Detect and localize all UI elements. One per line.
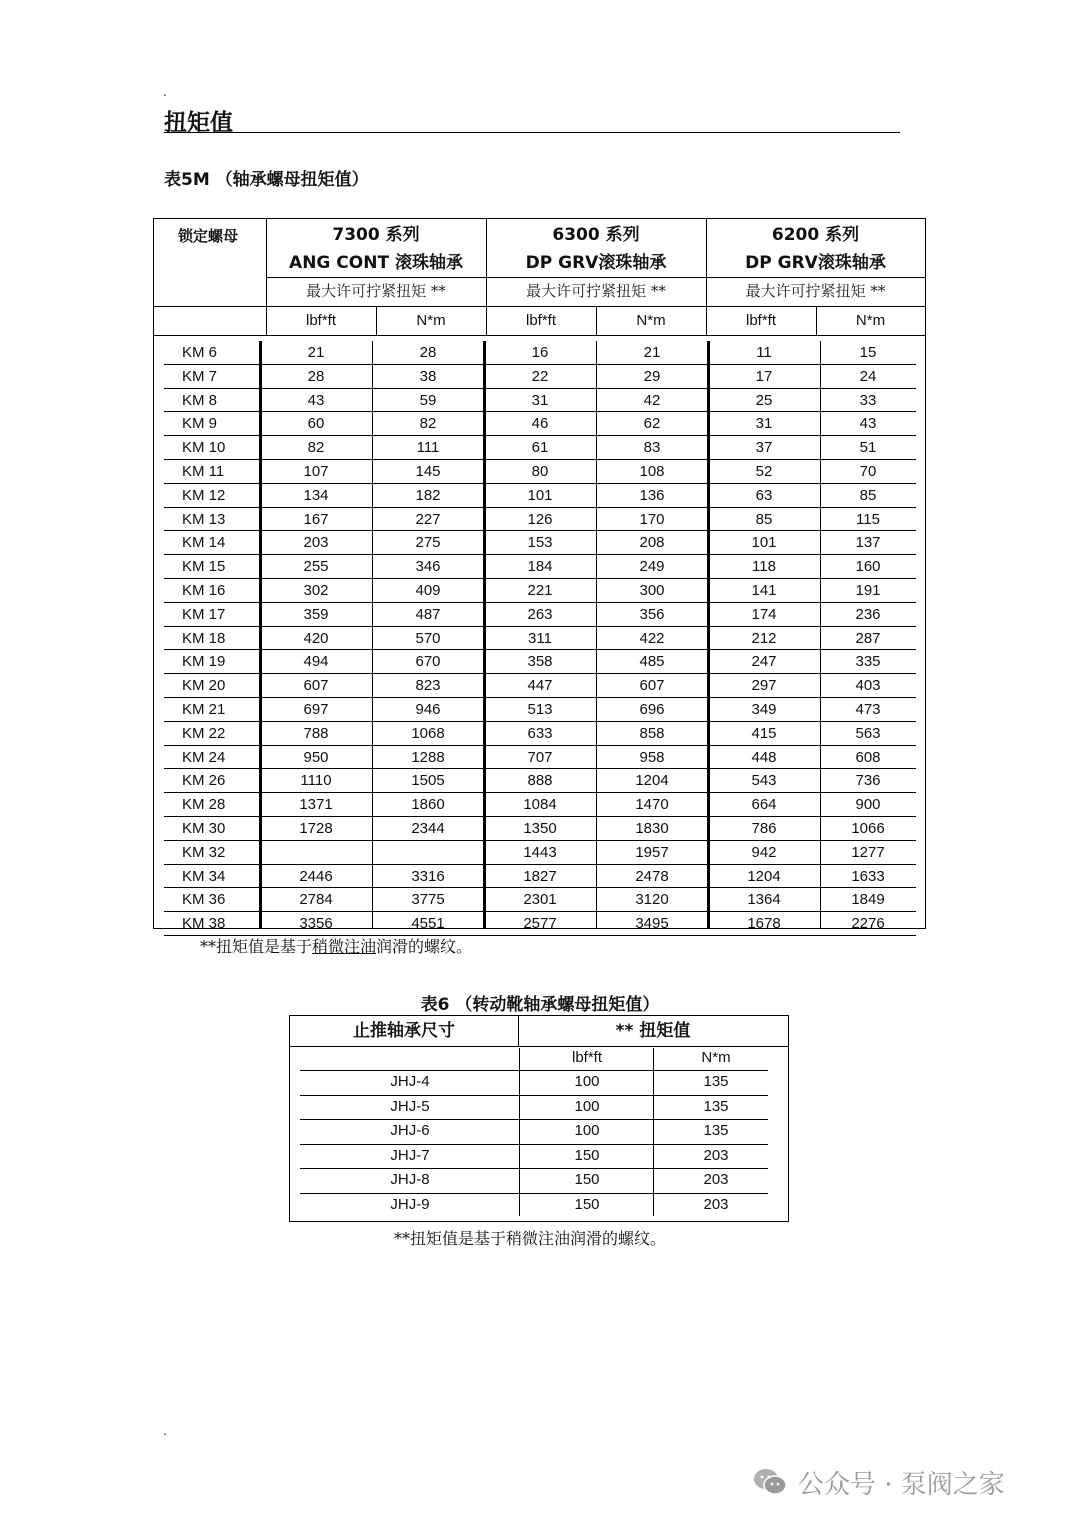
torque-value-cell: 135 bbox=[703, 1122, 729, 1139]
nut-size-cell: KM 7 bbox=[182, 367, 218, 385]
table-row bbox=[164, 389, 916, 413]
torque-value-cell: 447 bbox=[527, 677, 553, 695]
torque-value-cell: 70 bbox=[859, 463, 877, 480]
bearing-size-cell: JHJ-9 bbox=[390, 1195, 430, 1213]
torque-value-cell: 111 bbox=[416, 439, 440, 457]
torque-value-cell: 1110 bbox=[300, 772, 332, 790]
torque-value-cell: 359 bbox=[303, 605, 329, 623]
torque-value-cell: 1204 bbox=[747, 867, 781, 885]
torque-value-cell: 208 bbox=[639, 534, 665, 552]
nut-size-cell: KM 28 bbox=[182, 796, 226, 814]
torque-value-cell: 311 bbox=[528, 629, 552, 647]
note-underlined: 稍微注油 bbox=[312, 937, 377, 956]
torque-value-cell: 409 bbox=[415, 582, 441, 599]
unit-label: lbf*ft bbox=[525, 312, 556, 329]
torque-value-cell: 786 bbox=[751, 820, 777, 837]
torque-value-cell: 167 bbox=[303, 510, 329, 528]
torque-value-cell: 563 bbox=[855, 724, 881, 742]
torque-value-cell: 950 bbox=[303, 748, 329, 766]
torque-value-cell: 101 bbox=[751, 534, 777, 552]
torque-value-cell: 83 bbox=[643, 439, 661, 457]
torque-value-cell: 150 bbox=[574, 1146, 600, 1164]
torque-value-cell: 448 bbox=[751, 748, 777, 766]
torque-value-cell: 900 bbox=[855, 796, 881, 814]
torque-value-cell: 3495 bbox=[635, 915, 669, 933]
nut-size-cell: KM 26 bbox=[182, 772, 226, 790]
table-row bbox=[164, 341, 916, 365]
table-row bbox=[164, 674, 916, 698]
torque-value-cell: 633 bbox=[527, 724, 553, 742]
torque-value-cell: 31 bbox=[531, 391, 549, 409]
nut-size-cell: KM 17 bbox=[182, 605, 226, 623]
table-row bbox=[164, 627, 916, 651]
table-row bbox=[164, 436, 916, 460]
table-row bbox=[164, 531, 916, 555]
torque-value-cell: 212 bbox=[751, 629, 777, 647]
table-row bbox=[300, 1119, 778, 1144]
torque-value-cell: 1849 bbox=[851, 891, 885, 909]
unit-label: N*m bbox=[636, 312, 666, 329]
torque-value-cell: 150 bbox=[574, 1171, 600, 1188]
table-row bbox=[164, 555, 916, 579]
table6-footnote: **扭矩值是基于稍微注油润滑的螺纹。 bbox=[393, 1229, 666, 1248]
header-divider bbox=[154, 335, 925, 336]
torque-value-cell: 150 bbox=[574, 1195, 600, 1213]
torque-value-cell: 100 bbox=[574, 1073, 600, 1090]
torque-value-cell: 1066 bbox=[851, 820, 885, 837]
nut-size-cell: KM 8 bbox=[182, 391, 218, 409]
nut-size-cell: KM 16 bbox=[182, 582, 226, 599]
torque-value-cell: 403 bbox=[855, 677, 881, 695]
torque-value-cell: 1068 bbox=[411, 724, 445, 742]
table-row bbox=[164, 579, 916, 603]
torque-value-cell bbox=[372, 841, 484, 865]
torque-value-cell: 135 bbox=[703, 1073, 729, 1090]
torque-value-cell: 346 bbox=[415, 558, 441, 576]
torque-value-cell: 59 bbox=[419, 391, 437, 409]
torque-value-cell: 356 bbox=[639, 605, 665, 623]
table-row bbox=[164, 865, 916, 889]
torque-value-cell: 1678 bbox=[747, 915, 781, 933]
table5-caption: 表5M （轴承螺母扭矩值） bbox=[164, 170, 369, 190]
bearing-size-cell: JHJ-7 bbox=[390, 1146, 430, 1164]
torque-value-cell: 1827 bbox=[523, 867, 557, 885]
watermark bbox=[752, 1462, 1005, 1502]
torque-value-cell: 1957 bbox=[635, 843, 669, 861]
page-marker-top: . bbox=[163, 83, 167, 99]
torque-value-cell: 249 bbox=[639, 558, 665, 576]
torque-value-cell: 22 bbox=[531, 367, 549, 385]
table-row bbox=[164, 603, 916, 627]
torque-value-cell: 1364 bbox=[747, 891, 781, 909]
torque-value-cell: 664 bbox=[751, 796, 777, 814]
torque-value-cell: 43 bbox=[859, 415, 877, 433]
torque-value-cell: 473 bbox=[855, 701, 881, 718]
torque-value-cell: 182 bbox=[415, 486, 441, 504]
torque-value-cell: 2301 bbox=[523, 891, 557, 909]
torque-value-cell: 31 bbox=[755, 415, 773, 433]
table-row bbox=[164, 508, 916, 532]
nut-size-cell: KM 10 bbox=[182, 439, 226, 457]
torque-value-cell: 697 bbox=[303, 701, 329, 718]
torque-value-cell: 33 bbox=[859, 391, 877, 409]
torque-value-cell: 203 bbox=[703, 1146, 729, 1164]
bearing-size-cell: JHJ-5 bbox=[390, 1097, 430, 1115]
torque-value-cell: 52 bbox=[755, 463, 773, 480]
torque-value-cell: 608 bbox=[855, 748, 881, 766]
nut-size-cell: KM 14 bbox=[182, 534, 226, 552]
torque-value-cell: 170 bbox=[639, 510, 665, 528]
nut-size-cell: KM 30 bbox=[182, 820, 226, 837]
torque-value-cell bbox=[260, 841, 372, 865]
nut-size-cell: KM 15 bbox=[182, 558, 226, 576]
torque-value-cell: 80 bbox=[531, 463, 549, 480]
torque-value-cell: 126 bbox=[527, 510, 553, 528]
torque-value-cell: 487 bbox=[415, 605, 441, 623]
nut-size-cell: KM 20 bbox=[182, 677, 226, 695]
table-row bbox=[164, 746, 916, 770]
nut-size-cell: KM 36 bbox=[182, 891, 226, 909]
torque-value-cell: 858 bbox=[639, 724, 665, 742]
table6 bbox=[289, 1015, 789, 1222]
torque-value-cell: 543 bbox=[751, 772, 777, 790]
torque-value-cell: 2344 bbox=[411, 820, 445, 837]
max-torque-label: 最大许可拧紧扭矩 ** bbox=[526, 282, 666, 300]
torque-value-cell: 736 bbox=[855, 772, 881, 790]
unit-label: lbf*ft bbox=[745, 312, 776, 329]
torque-value-cell: 16 bbox=[531, 344, 549, 361]
table-row bbox=[164, 841, 916, 865]
torque-value-cell: 25 bbox=[755, 391, 773, 409]
nut-size-cell: KM 12 bbox=[182, 486, 226, 504]
unit-label: lbf*ft bbox=[305, 312, 336, 329]
torque-value-cell: 107 bbox=[303, 463, 329, 480]
nut-size-cell: KM 32 bbox=[182, 843, 226, 861]
section-title: 扭矩值 bbox=[164, 110, 233, 136]
torque-value-cell: 3356 bbox=[299, 915, 333, 933]
torque-value-cell: 203 bbox=[303, 534, 329, 552]
table-row bbox=[164, 769, 916, 793]
torque-value-cell: 1505 bbox=[411, 772, 445, 790]
torque-value-cell: 335 bbox=[855, 653, 881, 671]
torque-value-cell: 29 bbox=[643, 367, 661, 385]
torque-value-cell: 2276 bbox=[851, 915, 885, 933]
nut-size-cell: KM 13 bbox=[182, 510, 226, 528]
torque-value-cell: 1277 bbox=[851, 843, 885, 861]
series-type: DP GRV滚珠轴承 bbox=[745, 253, 886, 273]
torque-value-cell: 4551 bbox=[411, 915, 445, 933]
torque-value-cell: 100 bbox=[574, 1122, 600, 1139]
torque-value-cell: 485 bbox=[639, 653, 665, 671]
table5-corner-label: 锁定螺母 bbox=[178, 227, 239, 245]
table-row bbox=[300, 1193, 778, 1218]
table6-header-size: 止推轴承尺寸 bbox=[353, 1021, 455, 1041]
torque-value-cell: 420 bbox=[303, 629, 329, 647]
torque-value-cell: 85 bbox=[755, 510, 773, 528]
torque-value-cell: 513 bbox=[527, 701, 553, 718]
torque-value-cell: 2446 bbox=[299, 867, 333, 885]
torque-value-cell: 141 bbox=[751, 582, 777, 599]
table5-series-header bbox=[266, 219, 486, 277]
torque-value-cell: 707 bbox=[527, 748, 553, 766]
table-row bbox=[300, 1095, 778, 1120]
table-row bbox=[164, 722, 916, 746]
torque-value-cell: 184 bbox=[527, 558, 553, 576]
torque-value-cell: 37 bbox=[755, 439, 773, 457]
torque-value-cell: 942 bbox=[751, 843, 777, 861]
torque-value-cell: 46 bbox=[531, 415, 549, 433]
torque-value-cell: 115 bbox=[856, 510, 880, 528]
torque-value-cell: 38 bbox=[419, 367, 437, 385]
torque-value-cell: 1728 bbox=[299, 820, 333, 837]
table-row bbox=[164, 793, 916, 817]
table-row bbox=[164, 912, 916, 936]
torque-value-cell: 607 bbox=[303, 677, 329, 695]
torque-value-cell: 2784 bbox=[299, 891, 333, 909]
torque-value-cell: 1470 bbox=[635, 796, 669, 814]
torque-value-cell: 136 bbox=[639, 486, 665, 504]
torque-value-cell: 101 bbox=[527, 486, 553, 504]
torque-value-cell: 60 bbox=[307, 415, 325, 433]
torque-value-cell: 174 bbox=[751, 605, 777, 623]
torque-value-cell: 43 bbox=[307, 391, 325, 409]
nut-size-cell: KM 38 bbox=[182, 915, 226, 933]
max-torque-label: 最大许可拧紧扭矩 ** bbox=[306, 282, 446, 300]
note-text: **扭矩值是基于 bbox=[200, 937, 313, 956]
note-text: 润滑的螺纹。 bbox=[376, 937, 473, 956]
table-row bbox=[164, 460, 916, 484]
torque-value-cell: 135 bbox=[703, 1097, 729, 1115]
table6-header-torque: ** 扭矩值 bbox=[615, 1021, 691, 1041]
header-divider bbox=[154, 306, 925, 307]
series-name: 6300 系列 bbox=[552, 225, 640, 245]
torque-value-cell: 1633 bbox=[851, 867, 885, 885]
torque-value-cell: 203 bbox=[703, 1195, 729, 1213]
torque-value-cell: 302 bbox=[303, 582, 329, 599]
torque-value-cell: 823 bbox=[415, 677, 441, 695]
table-row bbox=[164, 412, 916, 436]
torque-value-cell: 2478 bbox=[635, 867, 669, 885]
nut-size-cell: KM 21 bbox=[182, 701, 226, 718]
table-row bbox=[300, 1168, 778, 1193]
nut-size-cell: KM 9 bbox=[182, 415, 218, 433]
torque-value-cell: 203 bbox=[703, 1171, 729, 1188]
table-row bbox=[164, 365, 916, 389]
torque-value-cell: 300 bbox=[639, 582, 665, 599]
torque-value-cell: 946 bbox=[415, 701, 441, 718]
torque-value-cell: 24 bbox=[859, 367, 877, 385]
torque-value-cell: 63 bbox=[755, 486, 773, 504]
torque-value-cell: 118 bbox=[752, 558, 776, 576]
torque-value-cell: 153 bbox=[527, 534, 553, 552]
torque-value-cell: 134 bbox=[303, 486, 329, 504]
watermark-text: 公众号 · 泵阀之家 bbox=[798, 1469, 1005, 1500]
torque-value-cell: 494 bbox=[303, 653, 329, 671]
torque-value-cell: 145 bbox=[415, 463, 441, 480]
page-marker-bottom: . bbox=[163, 1422, 167, 1438]
torque-value-cell: 82 bbox=[419, 415, 437, 433]
torque-value-cell: 236 bbox=[855, 605, 881, 623]
unit-label: N*m bbox=[416, 312, 446, 329]
torque-value-cell: 958 bbox=[639, 748, 665, 766]
torque-value-cell: 227 bbox=[415, 510, 441, 528]
section-divider bbox=[164, 132, 900, 133]
table5-footnote bbox=[200, 934, 472, 957]
torque-value-cell: 51 bbox=[859, 439, 877, 457]
table6-caption-text: 表6 （转动靴轴承螺母扭矩值） bbox=[420, 995, 660, 1015]
torque-value-cell: 108 bbox=[639, 463, 665, 480]
nut-size-cell: KM 34 bbox=[182, 867, 226, 885]
table-row bbox=[300, 1070, 778, 1095]
torque-value-cell: 11 bbox=[756, 344, 772, 361]
torque-value-cell: 670 bbox=[415, 653, 441, 671]
unit-label: lbf*ft bbox=[571, 1049, 602, 1066]
nut-size-cell: KM 18 bbox=[182, 629, 226, 647]
torque-value-cell: 349 bbox=[751, 701, 777, 718]
torque-value-cell: 2577 bbox=[523, 915, 557, 933]
torque-value-cell: 1371 bbox=[299, 796, 333, 814]
torque-value-cell: 888 bbox=[527, 772, 553, 790]
torque-value-cell: 287 bbox=[855, 629, 881, 647]
torque-value-cell: 570 bbox=[415, 629, 441, 647]
torque-value-cell: 100 bbox=[574, 1097, 600, 1115]
torque-value-cell: 15 bbox=[859, 344, 877, 361]
torque-value-cell: 788 bbox=[303, 724, 329, 742]
torque-value-cell: 21 bbox=[307, 344, 325, 361]
nut-size-cell: KM 22 bbox=[182, 724, 226, 742]
series-name: 7300 系列 bbox=[332, 225, 420, 245]
table-row bbox=[164, 698, 916, 722]
wechat-icon bbox=[752, 1467, 788, 1497]
nut-size-cell: KM 24 bbox=[182, 748, 226, 766]
torque-value-cell: 28 bbox=[419, 344, 437, 361]
torque-value-cell: 191 bbox=[855, 582, 881, 599]
nut-size-cell: KM 11 bbox=[182, 463, 225, 480]
torque-value-cell: 61 bbox=[531, 439, 549, 457]
torque-value-cell: 1860 bbox=[411, 796, 445, 814]
series-name: 6200 系列 bbox=[771, 225, 860, 245]
bearing-size-cell: JHJ-8 bbox=[390, 1171, 430, 1188]
torque-value-cell: 1204 bbox=[635, 772, 669, 790]
torque-value-cell: 1443 bbox=[523, 843, 557, 861]
series-type: DP GRV滚珠轴承 bbox=[525, 253, 667, 273]
nut-size-cell: KM 6 bbox=[182, 344, 218, 361]
torque-value-cell: 137 bbox=[855, 534, 881, 552]
unit-label: N*m bbox=[701, 1049, 731, 1066]
torque-value-cell: 82 bbox=[307, 439, 325, 457]
torque-value-cell: 28 bbox=[307, 367, 325, 385]
torque-value-cell: 415 bbox=[751, 724, 777, 742]
torque-value-cell: 297 bbox=[751, 677, 777, 695]
table5-corner-header bbox=[154, 219, 266, 335]
torque-value-cell: 247 bbox=[751, 653, 777, 671]
torque-value-cell: 3775 bbox=[411, 891, 445, 909]
unit-label: N*m bbox=[855, 312, 886, 329]
torque-value-cell: 21 bbox=[643, 344, 661, 361]
torque-value-cell: 263 bbox=[527, 605, 553, 623]
torque-value-cell: 607 bbox=[639, 677, 665, 695]
table6-caption bbox=[0, 990, 1080, 1015]
torque-value-cell: 1350 bbox=[523, 820, 557, 837]
torque-value-cell: 255 bbox=[303, 558, 329, 576]
table5 bbox=[153, 218, 926, 933]
table-row bbox=[164, 484, 916, 508]
torque-value-cell: 85 bbox=[859, 486, 877, 504]
bearing-size-cell: JHJ-6 bbox=[390, 1122, 430, 1139]
table5-series-header bbox=[486, 219, 706, 277]
table5-series-header bbox=[706, 219, 925, 277]
table-row bbox=[300, 1144, 778, 1169]
torque-value-cell: 1084 bbox=[523, 796, 557, 814]
max-torque-label: 最大许可拧紧扭矩 ** bbox=[745, 282, 886, 300]
torque-value-cell: 422 bbox=[639, 629, 665, 647]
torque-value-cell: 42 bbox=[643, 391, 661, 409]
torque-value-cell: 1830 bbox=[635, 820, 669, 837]
torque-value-cell: 17 bbox=[755, 367, 773, 385]
torque-value-cell: 358 bbox=[527, 653, 553, 671]
torque-value-cell: 696 bbox=[639, 701, 665, 718]
torque-value-cell: 62 bbox=[643, 415, 661, 433]
series-type: ANG CONT 滚珠轴承 bbox=[289, 253, 463, 273]
torque-value-cell: 160 bbox=[855, 558, 881, 576]
nut-size-cell: KM 19 bbox=[182, 653, 226, 671]
torque-value-cell: 3120 bbox=[635, 891, 669, 909]
bearing-size-cell: JHJ-4 bbox=[390, 1073, 430, 1090]
torque-value-cell: 221 bbox=[527, 582, 553, 599]
table-row bbox=[164, 888, 916, 912]
torque-value-cell: 275 bbox=[415, 534, 441, 552]
table-row bbox=[164, 650, 916, 674]
table-row bbox=[164, 817, 916, 841]
torque-value-cell: 1288 bbox=[411, 748, 445, 766]
torque-value-cell: 3316 bbox=[411, 867, 445, 885]
